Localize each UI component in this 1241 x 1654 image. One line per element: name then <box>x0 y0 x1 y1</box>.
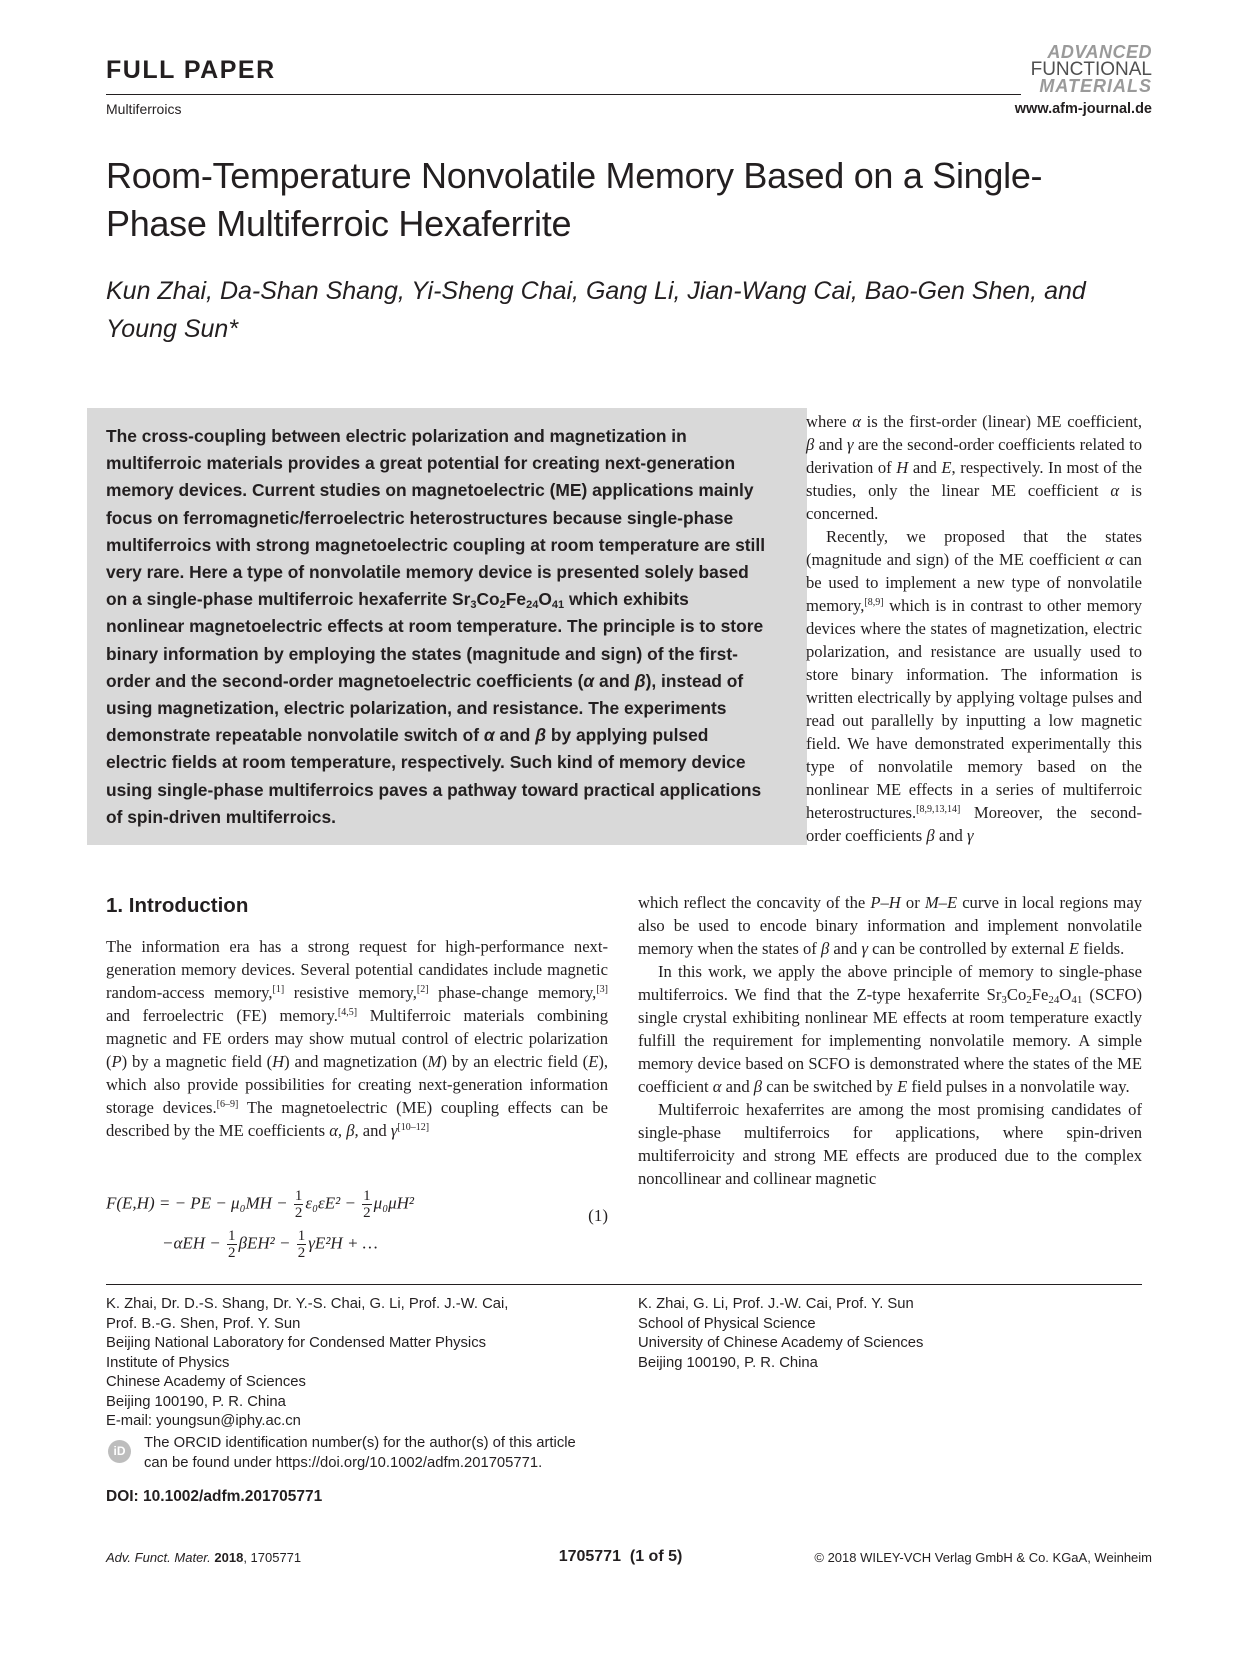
symbol-beta: β <box>753 1077 763 1096</box>
symbol-gamma: γ <box>846 435 854 454</box>
text-segment: and <box>358 1121 391 1140</box>
affiliation-line: School of Physical Science <box>638 1315 816 1332</box>
formula-element: Fe <box>505 589 527 610</box>
text-segment: curve in local regions may also be used to encode binary information and implement nonvolatile memory when the states of <box>638 893 1143 958</box>
affiliation-line: Beijing 100190, P. R. China <box>106 1393 286 1410</box>
formula-subscript: 41 <box>1071 994 1083 1006</box>
footer-journal: Adv. Funct. Mater. <box>106 1550 211 1565</box>
text-segment: field pulses in a nonvolatile way. <box>907 1077 1130 1096</box>
formula-subscript: 24 <box>526 599 539 612</box>
symbol-alpha: α <box>583 670 595 691</box>
text-segment: , respectively. In most of the studies, only the linear ME coefficient <box>806 458 1142 500</box>
text-segment: fields. <box>1079 939 1125 958</box>
footer-article-number: , 1705771 <box>243 1550 302 1565</box>
text-segment: ) by a magnetic field ( <box>121 1052 273 1071</box>
formula-element: O <box>1059 985 1072 1004</box>
symbol-gamma: γ <box>861 939 869 958</box>
formula-element: Fe <box>1031 985 1049 1004</box>
text-segment: ) by an electric field ( <box>441 1052 589 1071</box>
article-title: Room-Temperature Nonvolatile Memory Based on a Single-Phase Multiferroic Hexaferrite <box>106 155 1043 244</box>
symbol-alpha: α <box>483 725 495 746</box>
formula-subscript: 24 <box>1048 994 1060 1006</box>
symbol-E: E <box>941 458 952 477</box>
formula-element: Co <box>476 589 500 610</box>
fraction-numerator: 1 <box>294 1188 303 1204</box>
formula-element: Co <box>1006 985 1027 1004</box>
citation-link[interactable]: [10–12] <box>397 1122 430 1133</box>
citation-link[interactable]: [3] <box>596 984 609 995</box>
formula-subscript: 41 <box>551 599 565 612</box>
abstract-segment: by applying pulsed electric fields at room temperature, respectively. Such kind of memory device using single-phase multiferroics paves a pathway toward practical applications of spin-driven multiferroics. <box>106 725 762 827</box>
symbol-M-E: M–E <box>924 893 958 912</box>
equation-1 <box>106 1188 608 1274</box>
text-segment: are the second-order coefficients related to derivation of <box>806 435 1142 477</box>
symbol-alpha: α <box>852 412 861 431</box>
orcid-note <box>144 1434 614 1473</box>
text-segment: phase-change memory, <box>428 983 597 1002</box>
text-segment: Moreover, the second-order coefficients <box>806 803 1142 845</box>
symbol-P: P <box>111 1052 122 1071</box>
logo-line-3: MATERIALS <box>1039 76 1152 96</box>
footer-copyright: © 2018 WILEY-VCH Verlag GmbH & Co. KGaA, Weinheim <box>814 1550 1152 1565</box>
orcid-doi-link[interactable]: can be found under https://doi.org/10.1002/adfm.201705771. <box>144 1454 543 1471</box>
text-segment: In this work, we apply the above principle of memory to single-phase multiferroics. We find that the Z-type hexaferrite <box>638 962 1142 1004</box>
fraction-half <box>297 1228 307 1261</box>
text-segment: and <box>721 1077 754 1096</box>
affiliation-line: K. Zhai, Dr. D.-S. Shang, Dr. Y.-S. Chai, G. Li, Prof. J.-W. Cai, <box>106 1296 509 1312</box>
symbol-H: H <box>272 1052 285 1071</box>
affiliation-line: K. Zhai, G. Li, Prof. J.-W. Cai, Prof. Y. Sun <box>638 1296 914 1312</box>
citation-link[interactable]: [8,9] <box>864 597 884 608</box>
text-segment: or <box>900 893 925 912</box>
chemical-formula <box>451 589 565 612</box>
symbol-beta: β <box>820 939 830 958</box>
formula-element: Sr <box>451 589 471 610</box>
symbol-beta: β <box>634 670 646 691</box>
chemical-formula <box>987 985 1083 1004</box>
text-segment: can be used to implement a new type of nonvolatile memory, <box>806 550 1142 615</box>
journal-logo <box>1012 44 1152 95</box>
formula-subscript: 3 <box>1001 994 1007 1006</box>
paragraph <box>806 525 1142 847</box>
formula-subscript: 3 <box>470 599 477 612</box>
equation-term: γE²H + … <box>308 1233 378 1253</box>
affiliation-primary <box>106 1295 606 1432</box>
right-column-upper <box>806 410 1142 847</box>
fraction-denominator: 2 <box>297 1245 306 1261</box>
abstract-segment: which exhibits nonlinear magnetoelectric effects at room temperature. The principle is to store binary information by employing the states (magnitude and sign) of the first-order and the second-order magnetoelectric coefficients ( <box>106 589 764 691</box>
symbol-P-H: P–H <box>870 893 901 912</box>
header-divider <box>106 94 1021 95</box>
abstract-segment: and <box>594 670 635 691</box>
text-segment: can be controlled by external <box>868 939 1069 958</box>
symbol-gamma: γ <box>390 1121 398 1140</box>
equation-term: μ₀μH² <box>373 1193 415 1213</box>
citation-link[interactable]: [4,5] <box>337 1007 358 1018</box>
symbol-beta: β <box>535 725 547 746</box>
fraction-half <box>294 1188 304 1221</box>
journal-url-link[interactable]: www.afm-journal.de <box>1014 101 1152 117</box>
symbol-alpha: α <box>1110 481 1120 500</box>
text-segment: The information era has a strong request for high-performance next-generation memory devices. Several potential candidates include magnetic random-access memory, <box>106 937 608 1002</box>
symbol-M: M <box>427 1052 442 1071</box>
formula-subscript: 2 <box>1026 994 1032 1006</box>
symbol-E: E <box>588 1052 599 1071</box>
citation-link[interactable]: [6–9] <box>216 1099 239 1110</box>
formula-subscript: 2 <box>499 599 506 612</box>
equation-term: ε₀εE² − <box>305 1193 361 1213</box>
text-segment: can be switched by <box>762 1077 898 1096</box>
text-segment: The magnetoelectric (ME) coupling effects can be described by the ME coefficients <box>106 1098 609 1140</box>
equation-line-2 <box>162 1228 378 1261</box>
footer-year: 2018 <box>214 1550 244 1565</box>
doi-label[interactable]: DOI: 10.1002/adfm.201705771 <box>106 1488 323 1505</box>
symbol-beta: β <box>806 435 815 454</box>
affiliation-line: Chinese Academy of Sciences <box>106 1374 306 1390</box>
abstract-segment: and <box>494 725 536 746</box>
citation-link[interactable]: [1] <box>272 984 285 995</box>
text-segment: which reflect the concavity of the <box>638 893 871 912</box>
text-segment: and <box>934 826 967 845</box>
text-segment: resistive memory, <box>284 983 417 1002</box>
affiliation-secondary <box>638 1295 1138 1373</box>
text-segment: ) and magnetization ( <box>284 1052 428 1071</box>
affiliation-line: University of Chinese Academy of Sciences <box>638 1335 924 1351</box>
orcid-note-line: The ORCID identification number(s) for the author(s) of this article <box>144 1435 576 1451</box>
affiliation-line: Beijing National Laboratory for Condensed Matter Physics <box>106 1335 486 1351</box>
text-segment: (SCFO) single crystal exhibiting nonlinear ME effects at room temperature exactly fulfill the requirement for implementing nonvolatile memory. A simple memory device based on SCFO is demonstrated where the states of the ME coefficient <box>638 985 1142 1096</box>
text-segment: which is in contrast to other memory devices where the states of magnetization, electric polarization, and resistance are usually used to store binary information. The information is written electrically by applying voltage pulses and read out parallelly by inputting a low magnetic field. We have demonstrated experimentally this type of nonvolatile memory based on the nonlinear ME effects in a series of multiferroic heterostructures. <box>806 596 1142 822</box>
equation-term: −αEH − <box>162 1233 226 1253</box>
text-segment: is concerned. <box>806 481 1143 523</box>
orcid-icon: iD <box>108 1440 131 1463</box>
citation-link[interactable]: [2] <box>416 984 429 995</box>
article-type-label: FULL PAPER <box>106 56 276 84</box>
text-segment: ), which also provide possibilities for creating next-generation information storage devices. <box>106 1052 609 1117</box>
symbol-coefficients: α, β, <box>329 1121 359 1140</box>
paragraph <box>806 410 1142 525</box>
text-segment: where <box>806 412 853 431</box>
symbol-alpha: α <box>1105 550 1114 569</box>
logo-line-1: ADVANCED <box>1047 42 1152 62</box>
equation-term: βEH² − <box>238 1233 295 1253</box>
paragraph <box>638 960 1142 1098</box>
section-label: Multiferroics <box>106 101 182 117</box>
symbol-beta: β <box>926 826 935 845</box>
formula-element: O <box>538 589 552 610</box>
equation-term: F(E,H) = − PE − μ₀MH − <box>106 1193 292 1213</box>
affiliation-line: Beijing 100190, P. R. China <box>638 1354 818 1371</box>
right-column-lower <box>638 891 1142 1190</box>
symbol-alpha: α <box>712 1077 722 1096</box>
fraction-numerator: 1 <box>363 1188 371 1204</box>
fraction-denominator: 2 <box>294 1205 303 1221</box>
paragraph <box>638 891 1142 960</box>
text-segment: and ferroelectric (FE) memory. <box>106 1006 338 1025</box>
text-segment: Recently, we proposed that the states (magnitude and sign) of the ME coefficient <box>806 527 1142 569</box>
text-segment: and <box>908 458 942 477</box>
fraction-denominator: 2 <box>228 1245 236 1261</box>
fraction-half <box>362 1188 372 1221</box>
page-number: 1705771 (1 of 5) <box>558 1548 683 1565</box>
footnote-divider <box>106 1284 1142 1285</box>
abstract-segment: ), instead of using magnetization, electric polarization, and resistance. The experiments demonstrate repeatable nonvolatile switch of <box>106 670 744 746</box>
paragraph: Multiferroic hexaferrites are among the most promising candidates of single-phase multiferroics for applications, where spin-driven multiferroicity and strong ME effects are produced due to the complex noncollinear and collinear magnetic <box>638 1100 1142 1188</box>
logo-line-2: FUNCTIONAL <box>1030 59 1152 80</box>
introduction-paragraph <box>106 935 608 1142</box>
section-heading: 1. Introduction <box>106 894 249 917</box>
text-segment: and <box>829 939 862 958</box>
author-list: Kun Zhai, Da-Shan Shang, Yi-Sheng Chai, Gang Li, Jian-Wang Cai, Bao-Gen Shen, and Young Sun* <box>106 277 1086 343</box>
fraction-numerator: 1 <box>228 1228 236 1244</box>
citation-link[interactable]: [8,9,13,14] <box>916 804 961 815</box>
text-segment: and <box>814 435 847 454</box>
text-segment: is the first-order (linear) ME coefficient, <box>860 412 1143 431</box>
equation-line-1 <box>106 1188 414 1221</box>
symbol-gamma: γ <box>966 826 974 845</box>
symbol-H: H <box>896 458 909 477</box>
affiliation-line: Institute of Physics <box>106 1354 230 1371</box>
fraction-numerator: 1 <box>297 1228 306 1244</box>
fraction-denominator: 2 <box>363 1205 371 1221</box>
symbol-E: E <box>1068 939 1080 958</box>
symbol-E: E <box>897 1077 908 1096</box>
corresponding-email[interactable]: E-mail: youngsun@iphy.ac.cn <box>106 1413 301 1429</box>
formula-element: Sr <box>986 985 1002 1004</box>
abstract-segment: The cross-coupling between electric polarization and magnetization in multiferroic materials provides a great potential for creating next-generation memory devices. Current studies on magnetoelectric (ME) applications mainly focus on ferromagnetic/ferroelectric heterostructures because single-phase multiferroics with strong magnetoelectric coupling at room temperature are still very rare. Here a type of nonvolatile memory device is presented solely based on a single-phase multiferroic hexaferrite <box>106 426 766 610</box>
equation-number: (1) <box>588 1206 608 1225</box>
affiliation-line: Prof. B.-G. Shen, Prof. Y. Sun <box>106 1315 301 1332</box>
abstract-text <box>106 423 771 831</box>
text-segment: Multiferroic materials combining magnetic and FE orders may show mutual control of electric polarization ( <box>106 1006 609 1071</box>
fraction-half <box>227 1228 237 1261</box>
